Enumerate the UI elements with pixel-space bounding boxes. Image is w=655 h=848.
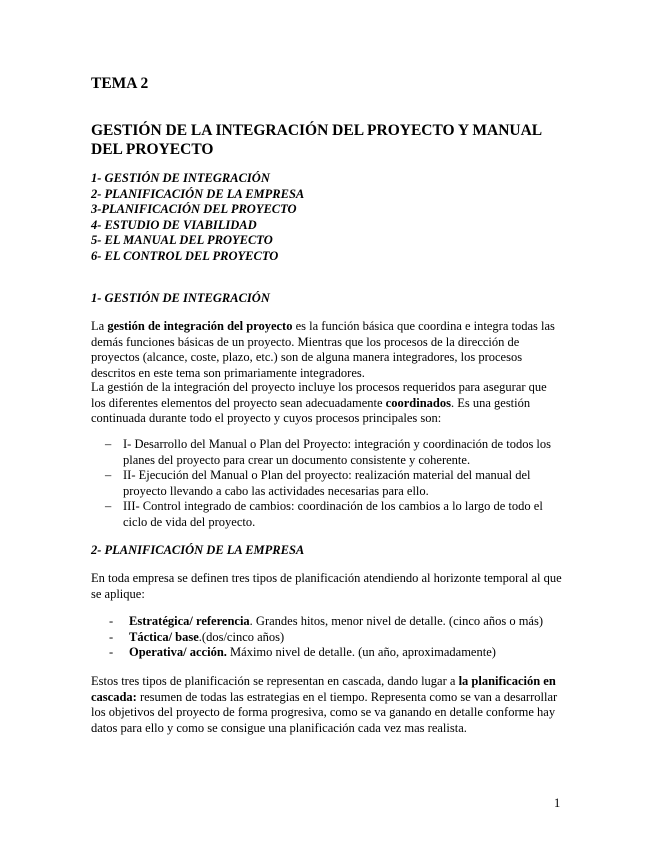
- paragraph-text: La: [91, 319, 108, 333]
- table-of-contents: [91, 171, 304, 264]
- list-item-text: . Grandes hitos, menor nivel de detalle. (cinco años o más): [249, 614, 543, 628]
- paragraph-integration-processes: [91, 380, 563, 427]
- paragraph-text: es la función básica que coordina e integra todas las demás funciones básicas de un proyecto. Mientras que los procesos de la dirección de proyectos (alcance, coste, plazo, etc.) son de alguna manera integradores, los procesos descritos en este tema son primariamente integradores.: [91, 319, 555, 380]
- dash-bullet: –: [105, 499, 112, 513]
- document-title: GESTIÓN DE LA INTEGRACIÓN DEL PROYECTO Y MANUAL DEL PROYECTO: [91, 122, 542, 158]
- list-item: [105, 499, 565, 530]
- paragraph-planning-intro: En toda empresa se definen tres tipos de planificación atendiendo al horizonte temporal al que se aplique:: [91, 571, 562, 601]
- section-heading-gestion-integracion: 1- GESTIÓN DE INTEGRACIÓN: [91, 291, 270, 305]
- list-item: [109, 630, 569, 646]
- planning-types-list: [109, 614, 569, 661]
- toc-item: 6- EL CONTROL DEL PROYECTO: [91, 248, 279, 263]
- bold-term: la planificación en cascada:: [91, 674, 556, 704]
- list-item: [105, 468, 565, 499]
- paragraph-text: resumen de todas las estrategias en el tiempo. Representa como se van a desarrollar los objetivos del proyecto de forma progresiva, como se va ganando en detalle conforme hay datos para ello y como se consigue una planificación cada vez mas realista.: [91, 689, 558, 735]
- toc-item: 3-PLANIFICACIÓN DEL PROYECTO: [91, 202, 297, 216]
- bold-term: coordinados: [385, 395, 451, 410]
- toc-item: 1- GESTIÓN DE INTEGRACIÓN: [91, 171, 270, 185]
- list-item: [109, 645, 569, 661]
- bold-term: Táctica/ base: [129, 629, 199, 644]
- list-item-text: III- Control integrado de cambios: coordinación de los cambios a lo largo de todo el ciclo de vida del proyecto.: [123, 499, 543, 529]
- paragraph-cascade-planning: [91, 674, 563, 736]
- paragraph-integration-definition: [91, 319, 563, 381]
- list-item-text: .(dos/cinco años): [198, 629, 285, 644]
- dash-bullet: –: [105, 437, 112, 451]
- section-heading-planificacion-empresa: 2- PLANIFICACIÓN DE LA EMPRESA: [91, 543, 305, 557]
- process-list: [105, 437, 565, 530]
- list-item: [105, 437, 565, 468]
- bold-term: Estratégica/ referencia: [129, 614, 250, 628]
- page-number: 1: [554, 796, 561, 810]
- list-item: [109, 614, 569, 630]
- list-item-text: Máximo nivel de detalle. (un año, aproximadamente): [226, 645, 496, 659]
- tema-label: TEMA 2: [91, 75, 149, 92]
- toc-item: 5- EL MANUAL DEL PROYECTO: [91, 233, 273, 247]
- paragraph-text: La gestión de la integración del proyecto incluye los procesos requeridos para asegurar que los diferentes elementos del proyecto sean adecuadamente: [91, 380, 547, 410]
- hyphen-bullet: -: [109, 645, 114, 659]
- paragraph-text: Estos tres tipos de planificación se representan en cascada, dando lugar a: [91, 674, 459, 688]
- list-item-text: I- Desarrollo del Manual o Plan del Proyecto: integración y coordinación de todos los planes del proyecto para crear un documento consistente y coherente.: [123, 437, 552, 467]
- toc-item: 2- PLANIFICACIÓN DE LA EMPRESA: [91, 186, 305, 201]
- bold-term: Operativa/ acción.: [129, 645, 227, 659]
- toc-item: 4- ESTUDIO DE VIABILIDAD: [91, 217, 257, 232]
- hyphen-bullet: -: [109, 629, 114, 644]
- list-item-text: II- Ejecución del Manual o Plan del proyecto: realización material del manual del proyecto llevando a cabo las actividades necesarias para ello.: [123, 468, 531, 498]
- paragraph-text: . Es una gestión continuada durante todo el proyecto y cuyos procesos principales son:: [91, 395, 531, 425]
- bold-term: gestión de integración del proyecto: [107, 319, 293, 333]
- dash-bullet: –: [105, 468, 112, 482]
- hyphen-bullet: -: [109, 614, 114, 628]
